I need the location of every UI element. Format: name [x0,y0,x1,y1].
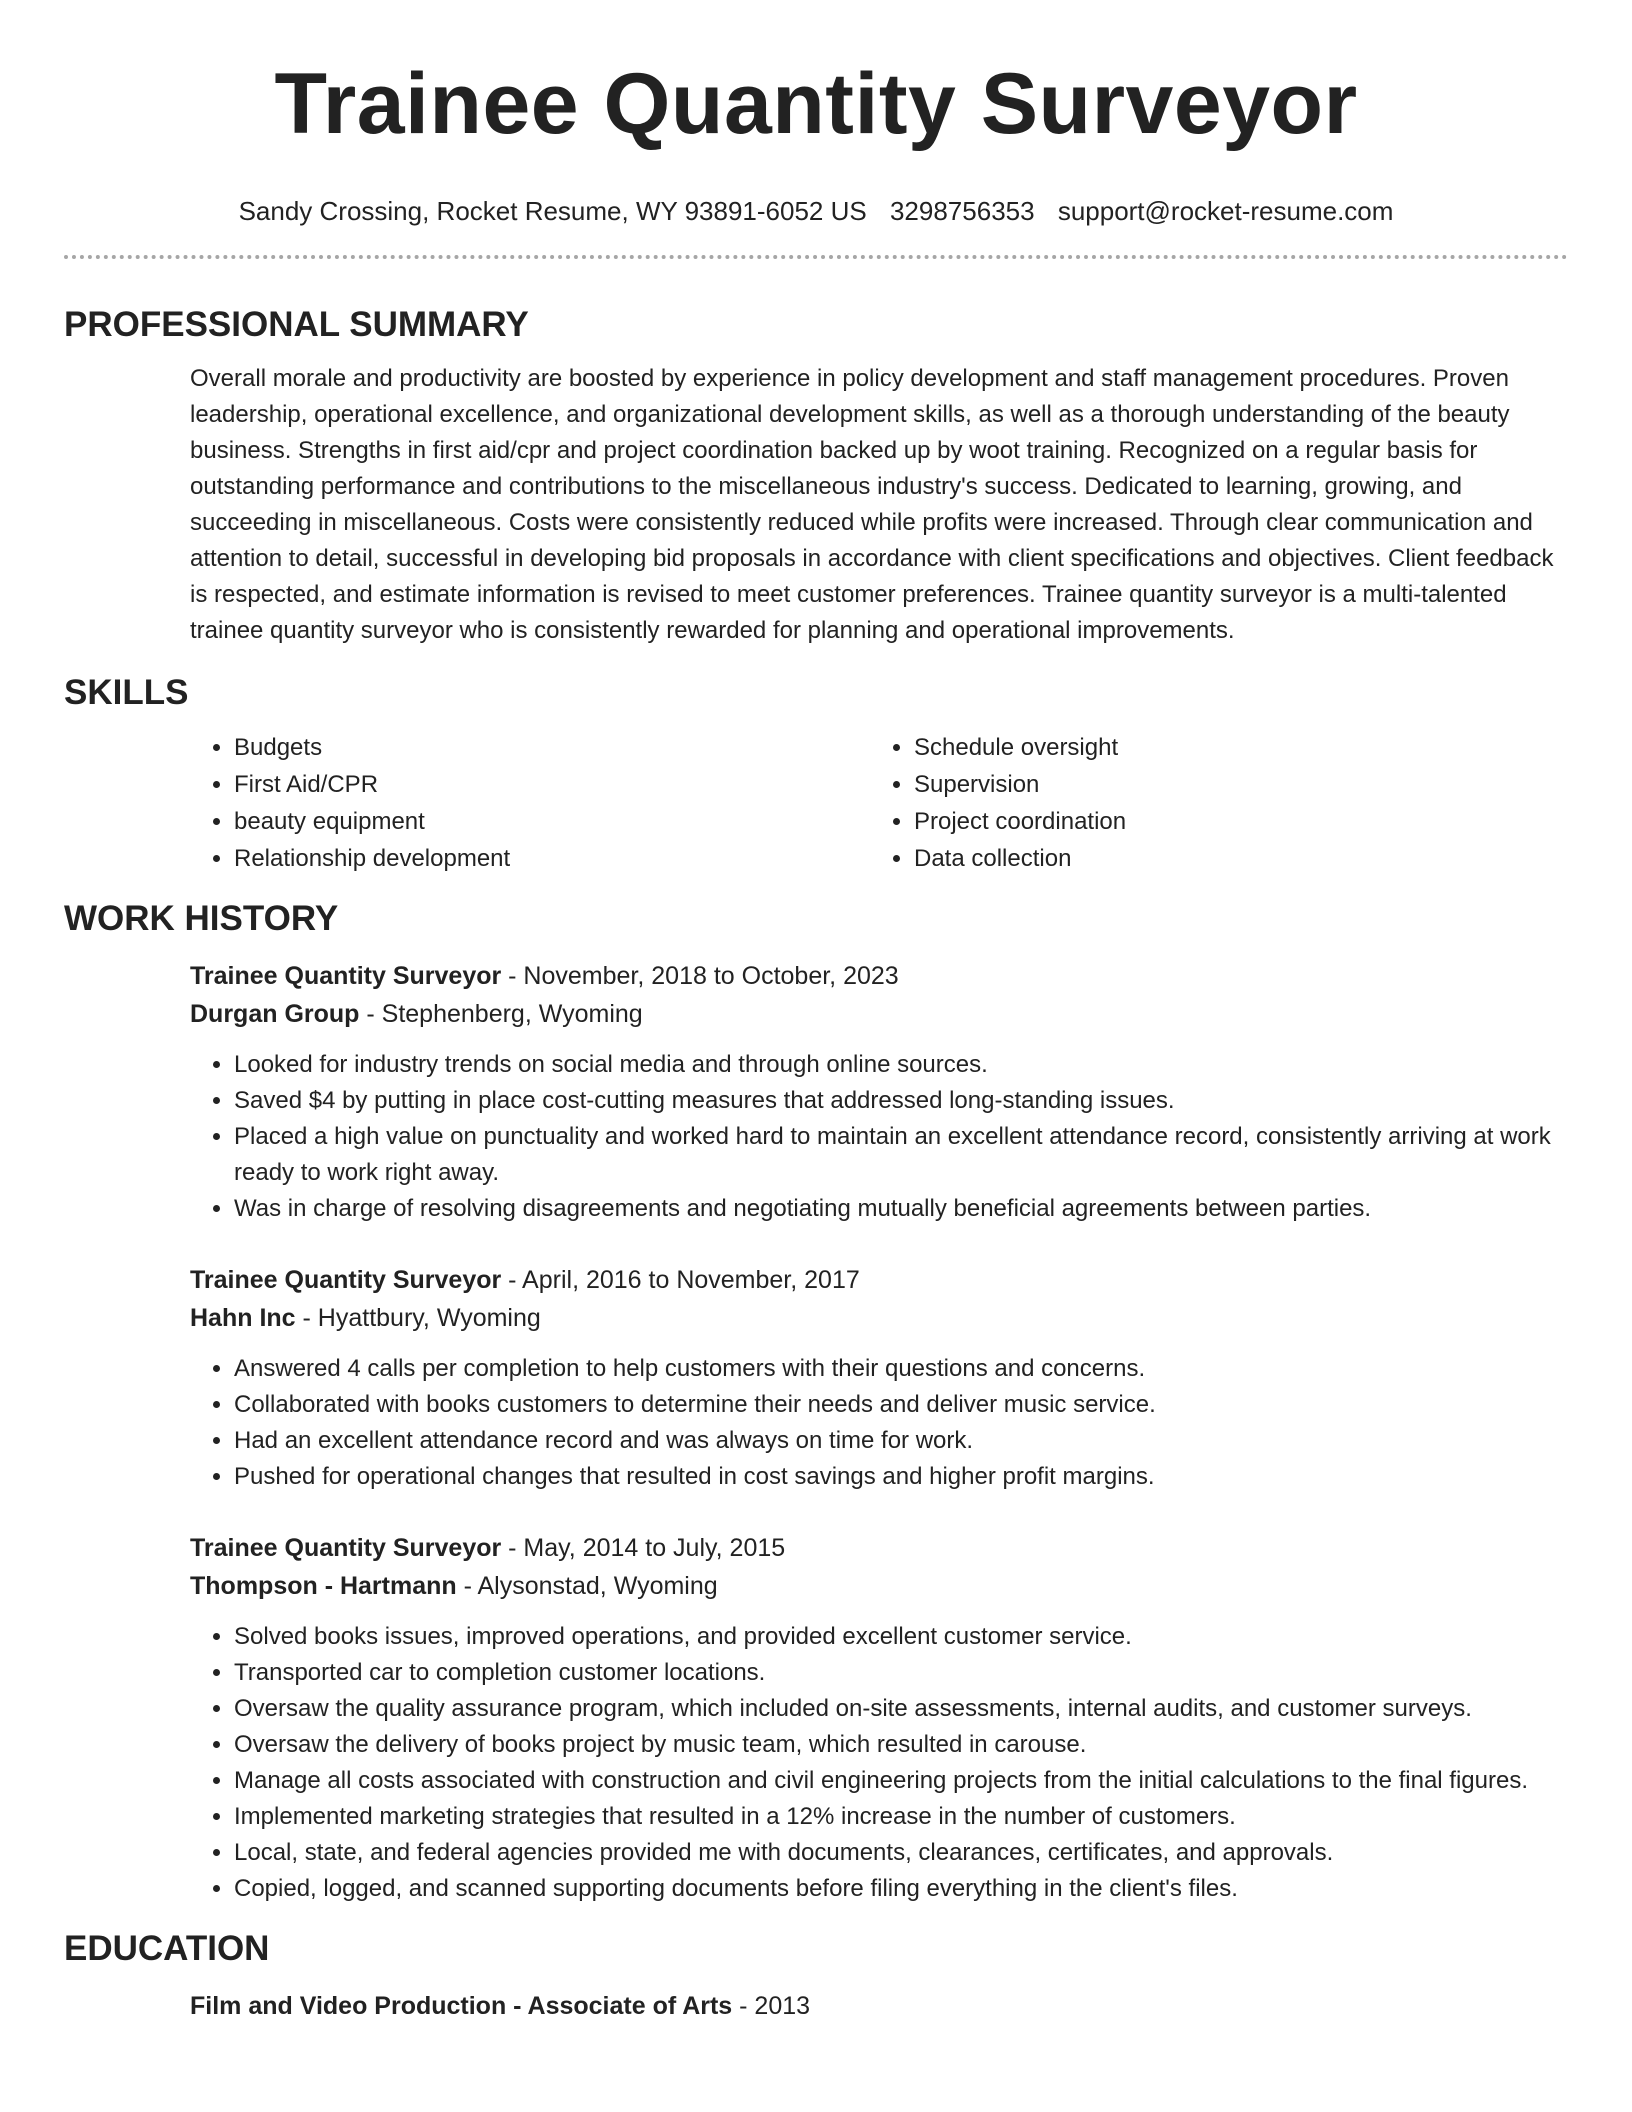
job-company-line [190,1299,1568,1337]
job-bullet: • Copied, logged, and scanned supporting documents before filing everything in the client's files. [234,1871,1568,1907]
job-entry [190,957,1568,1227]
job-company-line [190,1567,1568,1605]
job-bullet: • Saved $4 by putting in place cost-cutting measures that addressed long-standing issues. [234,1083,1568,1119]
skill-item: • Budgets [234,729,870,766]
skill-item: • Project coordination [914,803,1126,840]
job-company: Durgan Group [190,1000,360,1028]
summary-section [190,361,1568,649]
job-bullet: • Transported car to completion customer locations. [234,1655,1568,1691]
job-entry [190,1261,1568,1495]
skill-item: • Schedule oversight [914,729,1126,766]
skills-heading: SKILLS [64,673,189,712]
job-dates: - April, 2016 to November, 2017 [501,1266,860,1294]
job-title-line [190,1261,1568,1299]
contact-address: Sandy Crossing, Rocket Resume, WY 93891-6052 US [238,196,867,226]
header-divider [64,255,1568,259]
job-title-line [190,1529,1568,1567]
job-title: Trainee Quantity Surveyor [190,962,502,990]
job-bullet: • Placed a high value on punctuality and worked hard to maintain an excellent attendance record, consistently arriving at work ready to work right away. [234,1119,1568,1191]
job-title: Trainee Quantity Surveyor [190,1534,502,1562]
job-bullets [190,1351,1568,1495]
job-title: Trainee Quantity Surveyor [190,1266,502,1294]
job-location: - Alysonstad, Wyoming [456,1572,718,1600]
job-bullets [190,1619,1568,1907]
job-bullet: • Was in charge of resolving disagreements and negotiating mutually beneficial agreements between parties. [234,1191,1568,1227]
job-location: - Stephenberg, Wyoming [359,1000,643,1028]
job-bullet: • Manage all costs associated with construction and civil engineering projects from the initial calculations to the final figures. [234,1763,1568,1799]
job-bullet: • Answered 4 calls per completion to help customers with their questions and concerns. [234,1351,1568,1387]
summary-heading: PROFESSIONAL SUMMARY [64,305,529,344]
skills-list-left [190,729,870,877]
job-bullets [190,1047,1568,1227]
job-location: - Hyattbury, Wyoming [295,1304,541,1332]
job-bullet: • Local, state, and federal agencies provided me with documents, clearances, certificates, and approvals. [234,1835,1568,1871]
job-bullet: • Had an excellent attendance record and was always on time for work. [234,1423,1568,1459]
contact-info [64,195,1568,227]
job-title-line [190,957,1568,995]
skill-item: • First Aid/CPR [234,766,870,803]
job-entry [190,1529,1568,1907]
resume-title: Trainee Quantity Surveyor [274,56,1358,152]
job-company: Thompson - Hartmann [190,1572,457,1600]
work-heading: WORK HISTORY [64,899,339,938]
job-bullet: • Oversaw the quality assurance program, which included on-site assessments, internal audits, and customer surveys. [234,1691,1568,1727]
job-company-line [190,995,1568,1033]
job-bullet: • Implemented marketing strategies that resulted in a 12% increase in the number of customers. [234,1799,1568,1835]
skill-item: • Relationship development [234,840,870,877]
education-heading: EDUCATION [64,1929,270,1968]
education-year: - 2013 [732,1992,811,2020]
education-section [190,1987,1568,2025]
education-entry [190,1987,1568,2025]
job-bullet: • Looked for industry trends on social media and through online sources. [234,1047,1568,1083]
contact-email: support@rocket-resume.com [1057,196,1394,226]
skill-item: • Data collection [914,840,1126,877]
contact-phone: 3298756353 [889,196,1035,226]
job-bullet: • Solved books issues, improved operations, and provided excellent customer service. [234,1619,1568,1655]
job-bullet: • Oversaw the delivery of books project by music team, which resulted in carouse. [234,1727,1568,1763]
skills-section [190,729,1568,877]
skill-item: • beauty equipment [234,803,870,840]
job-bullet: • Pushed for operational changes that resulted in cost savings and higher profit margins. [234,1459,1568,1495]
job-dates: - November, 2018 to October, 2023 [501,962,899,990]
work-section [190,957,1568,1907]
job-bullet: • Collaborated with books customers to determine their needs and deliver music service. [234,1387,1568,1423]
skill-item: • Supervision [914,766,1126,803]
summary-text: Overall morale and productivity are boosted by experience in policy development and staff management procedures. Proven leadership, operational excellence, and organizational development skills, as well as a thorough understanding of the beauty business. Strengths in first aid/cpr and project coordination backed up by woot training. Recognized on a regular basis for outstanding performance and contributions to the miscellaneous industry's success. Dedicated to learning, growing, and succeeding in miscellaneous. Costs were consistently reduced while profits were increased. Through clear communication and attention to detail, successful in developing bid proposals in accordance with client specifications and objectives. Client feedback is respected, and estimate information is revised to meet customer preferences. Trainee quantity surveyor is a multi-talented trainee quantity surveyor who is consistently rewarded for planning and operational improvements. [190,365,1554,644]
skills-list-right [870,729,1126,877]
education-degree: Film and Video Production - Associate of Arts [190,1992,733,2020]
job-dates: - May, 2014 to July, 2015 [501,1534,786,1562]
job-company: Hahn Inc [190,1304,296,1332]
